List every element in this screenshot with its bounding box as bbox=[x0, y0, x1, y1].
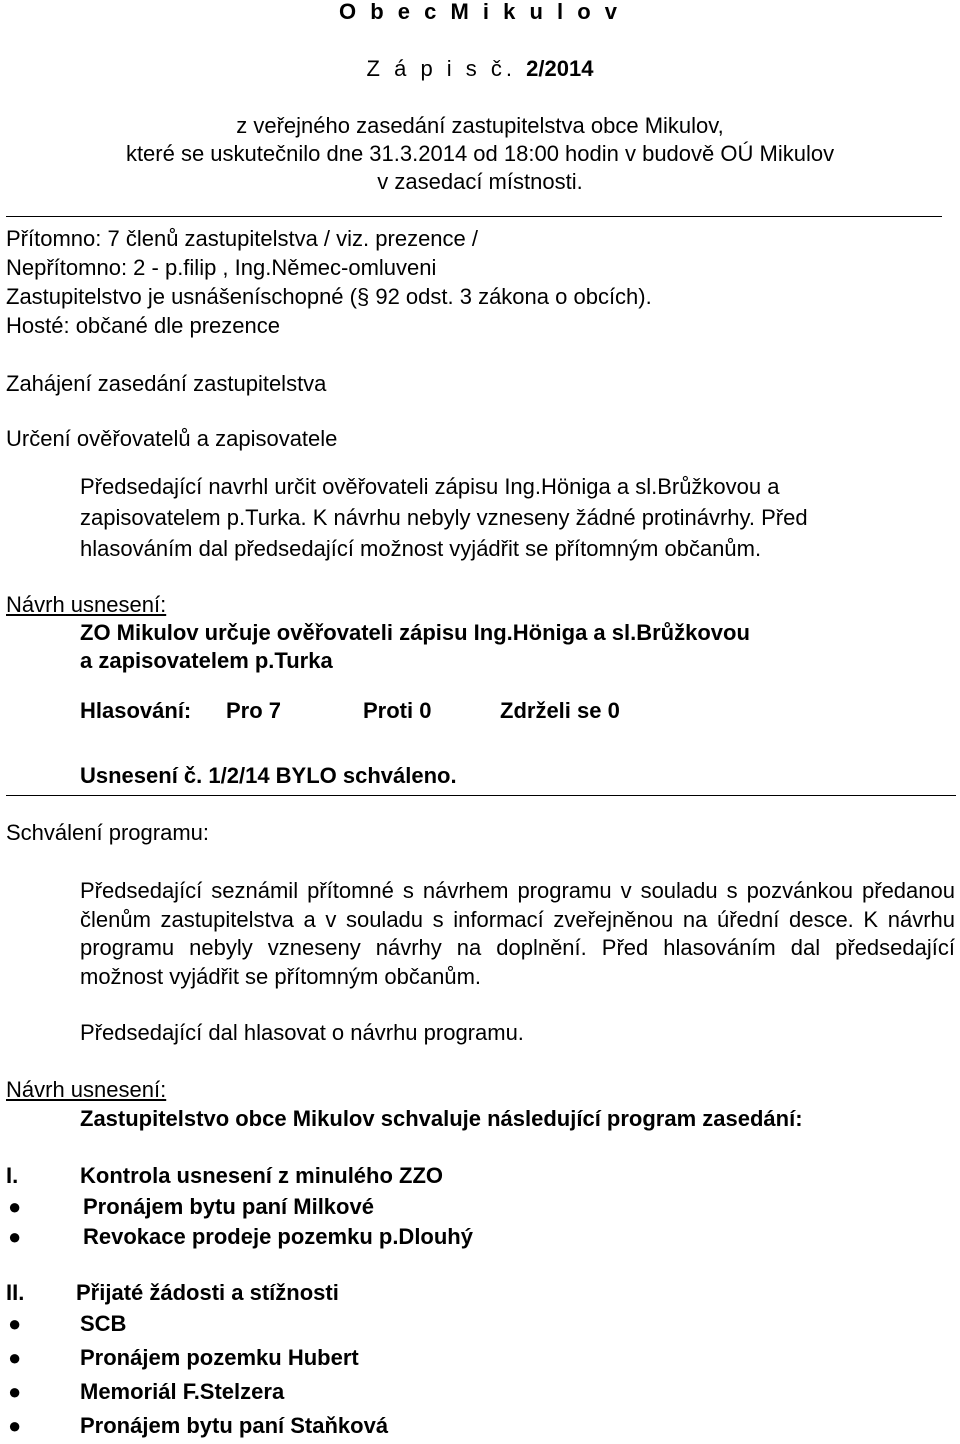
section-verifiers: Určení ověřovatelů a zapisovatele bbox=[6, 426, 338, 451]
program-item: Revokace prodeje pozemku p.Dlouhý bbox=[83, 1224, 473, 1249]
item2-proposal-label: Návrh usnesení: bbox=[6, 1077, 167, 1102]
item1-vote-label: Hlasování: bbox=[80, 698, 192, 723]
bullet-icon: ● bbox=[8, 1379, 22, 1404]
program-item: SCB bbox=[80, 1311, 127, 1336]
item1-text-line-2: zapisovatelem p.Turka. K návrhu nebyly vzneseny žádné protinávrhy. Před bbox=[80, 505, 808, 530]
minutes-title bbox=[0, 55, 960, 83]
header-divider bbox=[6, 216, 942, 217]
header-line-3: v zasedací místnosti. bbox=[377, 169, 583, 194]
program-section-2-title: Přijaté žádosti a stížnosti bbox=[76, 1280, 339, 1305]
section-divider bbox=[6, 795, 956, 796]
item1-resolution: Usnesení č. 1/2/14 BYLO schváleno. bbox=[80, 763, 457, 788]
item1-proposal-line-1: ZO Mikulov určuje ověřovateli zápisu Ing.Höniga a sl.Brůžkovou bbox=[80, 620, 750, 645]
header-line-2: které se uskutečnilo dne 31.3.2014 od 18:00 hodin v budově OÚ Mikulov bbox=[125, 141, 835, 166]
quorum-statement: Zastupitelstvo je usnášeníschopné (§ 92 odst. 3 zákona o obcích). bbox=[6, 284, 652, 309]
program-section-1-roman: I. bbox=[6, 1163, 19, 1188]
bullet-icon: ● bbox=[8, 1224, 22, 1249]
item1-vote-zdrzeli: Zdrželi se 0 bbox=[500, 698, 620, 723]
item1-proposal-label: Návrh usnesení: bbox=[6, 592, 167, 617]
item1-proposal-line-2: a zapisovatelem p.Turka bbox=[80, 648, 333, 673]
guests-statement: Hosté: občané dle prezence bbox=[6, 313, 280, 338]
item1-vote-pro: Pro 7 bbox=[226, 698, 282, 723]
bullet-icon: ● bbox=[8, 1194, 22, 1219]
attendance-present: Přítomno: 7 členů zastupitelstva / viz. prezence / bbox=[6, 226, 479, 251]
item2-proposal: Zastupitelstvo obce Mikulov schvaluje následující program zasedání: bbox=[80, 1106, 803, 1131]
item1-vote-proti: Proti 0 bbox=[363, 698, 432, 723]
minutes-prefix: Z á p i s č. bbox=[366, 56, 527, 81]
program-section-1-title: Kontrola usnesení z minulého ZZO bbox=[80, 1163, 444, 1188]
program-item: Memoriál F.Stelzera bbox=[80, 1379, 285, 1404]
program-item: Pronájem bytu paní Milkové bbox=[83, 1194, 374, 1219]
header-line-1: z veřejného zasedání zastupitelstva obce Mikulov, bbox=[236, 113, 724, 138]
item2-vote-call: Předsedající dal hlasovat o návrhu programu. bbox=[80, 1020, 524, 1045]
item2-text: Předsedající seznámil přítomné s návrhem programu v souladu s pozvánkou předanou členům zastupitelstva a v souladu s informací zveřejněnou na úřední desce. K návrhu programu nebyly vzneseny návrhy na doplnění. Před hlasováním dal předsedající možnost vyjádřit se přítomným občanům. bbox=[80, 878, 955, 989]
bullet-icon: ● bbox=[8, 1311, 22, 1336]
section-program: Schválení programu: bbox=[6, 820, 209, 845]
program-section-2-roman: II. bbox=[6, 1280, 25, 1305]
municipality-title: O b e c M i k u l o v bbox=[338, 0, 622, 24]
section-opening: Zahájení zasedání zastupitelstva bbox=[6, 371, 327, 396]
program-item: Pronájem bytu paní Staňková bbox=[80, 1413, 389, 1438]
item1-text-line-3: hlasováním dal předsedající možnost vyjádřit se přítomným občanům. bbox=[80, 536, 762, 561]
bullet-icon: ● bbox=[8, 1413, 22, 1438]
item1-text-line-1: Předsedající navrhl určit ověřovateli zápisu Ing.Höniga a sl.Brůžkovou a bbox=[80, 474, 780, 499]
attendance-absent: Nepřítomno: 2 - p.filip , Ing.Němec-omluveni bbox=[6, 255, 437, 280]
program-item: Pronájem pozemku Hubert bbox=[80, 1345, 359, 1370]
minutes-number: 2/2014 bbox=[526, 56, 594, 81]
bullet-icon: ● bbox=[8, 1345, 22, 1370]
